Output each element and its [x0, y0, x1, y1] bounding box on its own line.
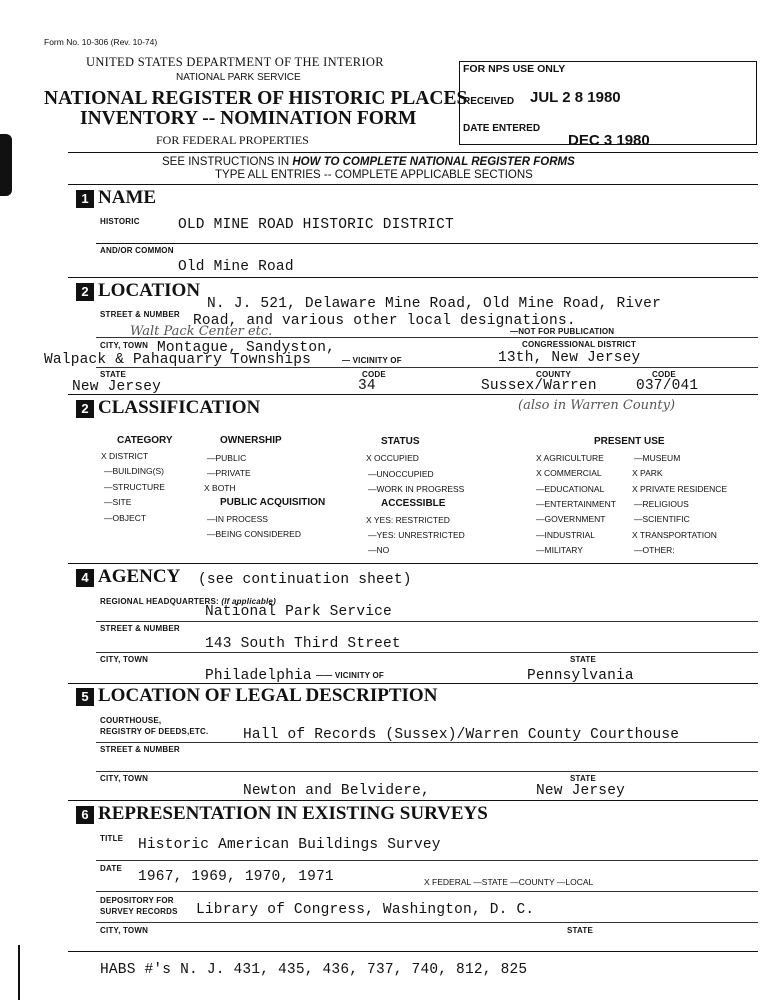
divider: [96, 621, 758, 622]
use-item: —SCIENTIFIC: [634, 514, 690, 524]
code-label: CODE: [362, 370, 386, 379]
instructions-text: SEE INSTRUCTIONS IN: [162, 156, 293, 168]
received-label: RECEIVED: [463, 96, 515, 107]
instructions-forms: HOW TO COMPLETE NATIONAL REGISTER FORMS: [292, 156, 575, 168]
acquisition-header: PUBLIC ACQUISITION: [220, 497, 326, 508]
status-item: —WORK IN PROGRESS: [368, 484, 465, 494]
street-label: STREET & NUMBER: [100, 310, 180, 319]
ownership-item: —PRIVATE: [207, 468, 251, 478]
date-entered-label: DATE ENTERED: [463, 123, 541, 134]
divider: [96, 367, 758, 368]
accessible-header: ACCESSIBLE: [381, 498, 446, 509]
acquisition-item: —IN PROCESS: [207, 514, 268, 524]
survey-date: 1967, 1969, 1970, 1971: [138, 869, 334, 885]
use-item: —INDUSTRIAL: [536, 530, 596, 540]
common-name: Old Mine Road: [178, 259, 294, 275]
use-item: X COMMERCIAL: [536, 468, 602, 478]
code2-label: CODE: [652, 370, 676, 379]
habs-numbers: HABS #'s N. J. 431, 435, 436, 737, 740, 812, 825: [100, 962, 528, 978]
historic-label: HISTORIC: [100, 217, 140, 226]
section-5-title: LOCATION OF LEGAL DESCRIPTION: [98, 685, 438, 706]
divider: [68, 951, 758, 952]
section-6-number: 6: [76, 806, 94, 824]
section-3-title: CLASSIFICATION: [98, 397, 261, 418]
depository-label-1: DEPOSITORY FOR: [100, 896, 174, 905]
use-item: —EDUCATIONAL: [536, 484, 605, 494]
category-item: —BUILDING(S): [104, 466, 164, 476]
section-3-number: 2: [76, 400, 94, 418]
form-title: NATIONAL REGISTER OF HISTORIC PLACES: [44, 88, 468, 109]
city-line-1: Montague, Sandyston,: [157, 340, 336, 356]
present-use-header: PRESENT USE: [594, 436, 665, 447]
divider: [96, 243, 758, 244]
accessible-item: X YES: RESTRICTED: [366, 515, 450, 525]
courthouse-label: COURTHOUSE,: [100, 716, 162, 725]
category-item: X DISTRICT: [101, 451, 149, 461]
use-item: —MUSEUM: [634, 453, 681, 463]
status-item: X OCCUPIED: [366, 453, 419, 463]
date-entered: DEC 3 1980: [568, 132, 650, 149]
divider: [96, 891, 758, 892]
use-item: —ENTERTAINMENT: [536, 499, 616, 509]
code2-value: 037/041: [636, 378, 699, 394]
courthouse-value: Hall of Records (Sussex)/Warren County Courthouse: [243, 727, 680, 743]
section-4-number: 4: [76, 569, 94, 587]
hq-label-note: (If applicable): [221, 597, 276, 606]
category-item: —OBJECT: [104, 513, 147, 523]
county-value: Sussex/Warren: [481, 378, 597, 394]
service-name: NATIONAL PARK SERVICE: [176, 72, 301, 83]
instructions-2: TYPE ALL ENTRIES -- COMPLETE APPLICABLE SECTIONS: [215, 169, 533, 181]
category-header: CATEGORY: [117, 435, 173, 446]
section-4-title: AGENCY: [98, 566, 181, 587]
survey-city-label: CITY, TOWN: [100, 926, 149, 935]
divider: [96, 337, 758, 338]
use-item: —OTHER:: [634, 545, 675, 555]
survey-date-label: DATE: [100, 864, 122, 873]
agency-state-label: STATE: [570, 655, 597, 664]
legal-street-label: STREET & NUMBER: [100, 745, 180, 754]
ownership-header: OWNERSHIP: [220, 435, 282, 446]
survey-state-label: STATE: [567, 926, 594, 935]
survey-title-label: TITLE: [100, 834, 124, 843]
county-label: COUNTY: [536, 370, 571, 379]
scan-mark: [0, 134, 12, 196]
common-label: AND/OR COMMON: [100, 246, 174, 255]
city-line-2: Walpack & Pahaquarry Townships: [44, 352, 312, 368]
registry-label: REGISTRY OF DEEDS,ETC.: [100, 727, 209, 736]
handwritten-note: Walt Pack Center etc.: [130, 324, 273, 339]
cong-label: CONGRESSIONAL DISTRICT: [522, 340, 637, 349]
agency-city-label: CITY, TOWN: [100, 655, 149, 664]
section-2-title: LOCATION: [98, 280, 201, 301]
status-header: STATUS: [381, 436, 420, 447]
ownership-item: X BOTH: [204, 483, 236, 493]
category-item: —SITE: [104, 497, 132, 507]
divider: [96, 922, 758, 923]
use-item: X PARK: [632, 468, 663, 478]
scan-mark: [18, 945, 20, 1000]
survey-levels: X FEDERAL —STATE —COUNTY —LOCAL: [424, 877, 594, 887]
handwritten-note-2: (also in Warren County): [518, 398, 676, 413]
divider: [96, 860, 758, 861]
section-6-title: REPRESENTATION IN EXISTING SURVEYS: [98, 803, 488, 824]
divider: [96, 652, 758, 653]
agency-street-label: STREET & NUMBER: [100, 624, 180, 633]
street-line-1: N. J. 521, Delaware Mine Road, Old Mine Road, River: [207, 296, 661, 312]
hq-value: National Park Service: [205, 604, 392, 620]
agency-city: Philadelphia: [205, 668, 312, 684]
state-label: STATE: [100, 370, 127, 379]
agency-street: 143 South Third Street: [205, 636, 401, 652]
divider: [68, 184, 758, 185]
section-5-number: 5: [76, 688, 94, 706]
survey-title: Historic American Buildings Survey: [138, 837, 441, 853]
depository-label-2: SURVEY RECORDS: [100, 907, 178, 916]
divider: [68, 152, 758, 153]
legal-city: Newton and Belvidere,: [243, 783, 430, 799]
use-item: X AGRICULTURE: [536, 453, 604, 463]
agency-vicinity: —— VICINITY OF: [316, 671, 384, 680]
instructions: [162, 156, 575, 168]
category-item: —STRUCTURE: [104, 482, 165, 492]
ownership-item: —PUBLIC: [207, 453, 247, 463]
status-item: —UNOCCUPIED: [368, 469, 434, 479]
state-value: New Jersey: [72, 379, 162, 395]
accessible-item: —YES: UNRESTRICTED: [368, 530, 465, 540]
cong-district: 13th, New Jersey: [498, 350, 641, 366]
agency-state: Pennsylvania: [527, 668, 634, 684]
use-item: X PRIVATE RESIDENCE: [632, 484, 728, 494]
divider: [68, 394, 758, 395]
accessible-item: —NO: [368, 545, 390, 555]
divider: [68, 563, 758, 564]
use-item: —MILITARY: [536, 545, 583, 555]
section-1-number: 1: [76, 190, 94, 208]
nps-use-box: [459, 61, 757, 149]
hq-label-text: REGIONAL HEADQUARTERS:: [100, 597, 219, 606]
divider: [68, 277, 758, 278]
divider: [96, 771, 758, 772]
form-number: Form No. 10-306 (Rev. 10-74): [44, 37, 158, 47]
legal-state-label: STATE: [570, 774, 597, 783]
received-date: JUL 2 8 1980: [530, 89, 621, 106]
divider: [68, 800, 758, 801]
use-item: —GOVERNMENT: [536, 514, 606, 524]
code-value: 34: [358, 378, 376, 394]
street-line-2: Road, and various other local designations.: [193, 313, 576, 329]
not-for-publication: —NOT FOR PUBLICATION: [510, 327, 615, 336]
agency-note: (see continuation sheet): [198, 572, 412, 588]
section-1-title: NAME: [98, 187, 157, 208]
use-item: —RELIGIOUS: [634, 499, 689, 509]
historic-name: OLD MINE ROAD HISTORIC DISTRICT: [178, 217, 454, 233]
divider: [96, 742, 758, 743]
form-subtitle: FOR FEDERAL PROPERTIES: [156, 133, 309, 147]
depository: Library of Congress, Washington, D. C.: [196, 902, 535, 918]
vicinity-label: — VICINITY OF: [342, 356, 402, 365]
divider: [68, 683, 758, 684]
use-item: X TRANSPORTATION: [632, 530, 717, 540]
section-2-number: 2: [76, 283, 94, 301]
acquisition-item: —BEING CONSIDERED: [207, 529, 301, 539]
legal-city-label: CITY, TOWN: [100, 774, 149, 783]
nps-use-label: FOR NPS USE ONLY: [463, 63, 566, 75]
dept-name: UNITED STATES DEPARTMENT OF THE INTERIOR: [86, 55, 384, 69]
city-label: CITY, TOWN: [100, 341, 149, 350]
legal-state: New Jersey: [536, 783, 626, 799]
form-title-2: INVENTORY -- NOMINATION FORM: [80, 108, 417, 129]
